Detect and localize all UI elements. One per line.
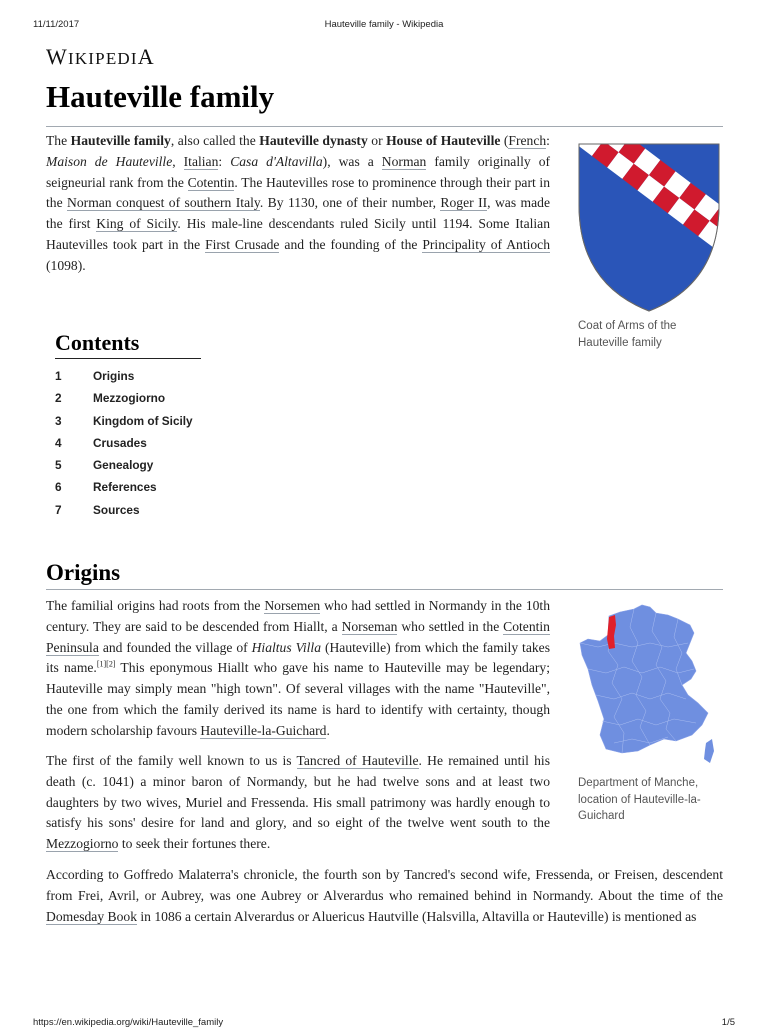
france-map-image[interactable] bbox=[578, 603, 720, 768]
link-cotentin-peninsula[interactable]: Cotentin Peninsula bbox=[46, 618, 550, 655]
toc-number: 4 bbox=[55, 435, 62, 450]
text: The familial origins had roots from the bbox=[46, 598, 265, 613]
wordmark-first-letter: W bbox=[46, 44, 68, 69]
corsica-outline bbox=[704, 739, 714, 763]
toc-label: Genealogy bbox=[93, 458, 154, 473]
link-cotentin[interactable]: Cotentin bbox=[187, 174, 235, 190]
wikipedia-wordmark[interactable] bbox=[46, 44, 155, 70]
france-outline bbox=[580, 605, 708, 753]
toc-label: Origins bbox=[93, 369, 135, 383]
page-title: Hauteville family bbox=[46, 79, 275, 114]
link-norseman[interactable]: Norseman bbox=[341, 618, 398, 634]
text: (Hauteville) from which the family takes its name. bbox=[46, 639, 550, 676]
link-french[interactable]: French bbox=[508, 133, 547, 148]
text: , also called the bbox=[170, 133, 260, 148]
text: : bbox=[218, 153, 231, 169]
link-hauteville-la-guichard[interactable]: Hauteville-la-Guichard bbox=[200, 722, 327, 738]
toc-number: 6 bbox=[55, 480, 62, 495]
text: , was made the first bbox=[46, 195, 550, 232]
map-figure bbox=[578, 603, 718, 825]
toc-label: Sources bbox=[93, 502, 140, 517]
text: . The Hautevilles rose to prominence through their part in the bbox=[46, 174, 551, 211]
wordmark-small-caps: IKIPEDI bbox=[67, 49, 138, 68]
origins-paragraph-3 bbox=[46, 865, 723, 927]
text: According to Goffredo Malaterra's chronicle, the fourth son by Tancred's second wife, Fressenda, or Freisen, descendent from Frei, Avril, or Aubrey, was one Aubrey or Alverardus who remained behind in Normandy. About the time of the bbox=[46, 867, 723, 903]
text: who had settled in Normandy in the 10th century. They are said to be descended from Hiallt, a bbox=[46, 598, 550, 634]
coat-of-arms-caption: Coat of Arms of the Hauteville family bbox=[578, 320, 677, 349]
origins-paragraph-1 bbox=[46, 596, 550, 742]
text: The bbox=[46, 133, 71, 148]
toc-number: 1 bbox=[55, 369, 62, 383]
link-norman[interactable]: Norman bbox=[381, 153, 427, 169]
link-mezzogiorno[interactable]: Mezzogiorno bbox=[46, 836, 119, 852]
intro-paragraph bbox=[46, 131, 550, 277]
toc-number: 7 bbox=[55, 502, 62, 517]
text: and the founding of the bbox=[279, 236, 423, 252]
text: in 1086 a certain Alverardus or Aluericus Hautville (Halsvilla, Altavilla or Hauteville) is mentioned as bbox=[137, 908, 697, 924]
coat-of-arms-image[interactable] bbox=[578, 143, 720, 313]
section-divider bbox=[46, 589, 723, 590]
toc-item-origins[interactable] bbox=[55, 365, 201, 387]
link-first-crusade[interactable]: First Crusade bbox=[205, 236, 280, 252]
toc-title: Contents bbox=[55, 330, 201, 359]
text: This eponymous Hiallt who gave his name to Hauteville may be legendary; Hauteville may simply mean "high town". Of several villages with the name "Hauteville", the one from which the family derived its name is hard to identify with certainty, though modern scholarship favours bbox=[46, 660, 550, 738]
text: , bbox=[172, 153, 184, 169]
link-roger-ii[interactable]: Roger II bbox=[440, 195, 488, 211]
toc-label: Kingdom of Sicily bbox=[93, 413, 193, 428]
italic-term: Maison de Hauteville bbox=[46, 153, 173, 169]
toc-item-kingdom-of-sicily[interactable] bbox=[55, 410, 201, 432]
bold-term: Hauteville dynasty bbox=[259, 133, 368, 148]
text: ), was a bbox=[322, 153, 382, 169]
text: . His male-line descendants ruled Sicily until 1194. Some Italian Hautevilles took part in the bbox=[46, 216, 550, 252]
toc-item-mezzogiorno[interactable] bbox=[55, 387, 201, 409]
toc-label: Mezzogiorno bbox=[93, 391, 166, 406]
print-url: https://en.wikipedia.org/wiki/Hauteville_family bbox=[33, 1017, 224, 1028]
toc-item-genealogy[interactable] bbox=[55, 454, 201, 476]
text: The first of the family well known to us is bbox=[46, 753, 297, 768]
origins-paragraph-2 bbox=[46, 751, 550, 855]
section-heading-origins: Origins bbox=[46, 560, 121, 585]
link-tancred-of-hauteville[interactable]: Tancred of Hauteville bbox=[296, 753, 419, 768]
link-domesday-book[interactable]: Domesday Book bbox=[46, 908, 137, 924]
text: and founded the village of bbox=[98, 639, 252, 655]
link-norsemen[interactable]: Norsemen bbox=[264, 598, 321, 613]
link-italian[interactable]: Italian bbox=[183, 153, 219, 169]
print-date: 11/11/2017 bbox=[33, 19, 80, 30]
text: or bbox=[367, 133, 387, 148]
link-king-of-sicily[interactable]: King of Sicily bbox=[96, 216, 178, 232]
text: ( bbox=[500, 133, 509, 148]
toc-number: 3 bbox=[55, 413, 62, 428]
bold-term: Hauteville family bbox=[70, 133, 171, 148]
text: : bbox=[546, 133, 550, 148]
map-caption: Department of Manche, location of Hauteville-la-Guichard bbox=[578, 777, 701, 822]
bold-term: House of Hauteville bbox=[386, 133, 501, 148]
toc-label: Crusades bbox=[93, 435, 147, 450]
print-page-number: 1/5 bbox=[721, 1017, 735, 1028]
citation-link[interactable]: [1][2] bbox=[96, 659, 116, 669]
toc-item-crusades[interactable] bbox=[55, 432, 201, 454]
text: family originally of seigneurial rank from the bbox=[46, 153, 551, 190]
text: . bbox=[326, 722, 330, 738]
wordmark-last-letter: A bbox=[137, 44, 155, 69]
toc-item-sources[interactable] bbox=[55, 499, 201, 521]
coat-of-arms-figure bbox=[578, 143, 718, 351]
table-of-contents bbox=[55, 330, 201, 521]
link-principality-of-antioch[interactable]: Principality of Antioch bbox=[422, 236, 551, 252]
manche-department-highlight bbox=[607, 615, 616, 649]
italic-term: Hialtus Villa bbox=[251, 639, 322, 655]
toc-item-references[interactable] bbox=[55, 476, 201, 498]
text: (1098). bbox=[46, 257, 86, 273]
toc-number: 2 bbox=[55, 391, 62, 406]
link-norman-conquest[interactable]: Norman conquest of southern Italy bbox=[67, 195, 260, 211]
text: . He remained until his death (c. 1041) a minor baron of Normandy, but he had twelve sons and at least two daughters by two wives, Muriel and Fressenda. His small patrimony was hardly enough to satisfy his sons' desire for land and glory, and so eight of the twelve went south to the bbox=[46, 753, 551, 831]
title-divider bbox=[46, 126, 723, 127]
text: . By 1130, one of their number, bbox=[259, 195, 441, 211]
italic-term: Casa d'Altavilla bbox=[230, 153, 323, 169]
toc-label: References bbox=[93, 480, 157, 495]
print-page-title: Hauteville family - Wikipedia bbox=[324, 19, 444, 30]
print-header bbox=[0, 0, 768, 28]
text: who settled in the bbox=[397, 618, 504, 634]
text: to seek their fortunes there. bbox=[118, 836, 271, 852]
toc-number: 5 bbox=[55, 458, 62, 473]
